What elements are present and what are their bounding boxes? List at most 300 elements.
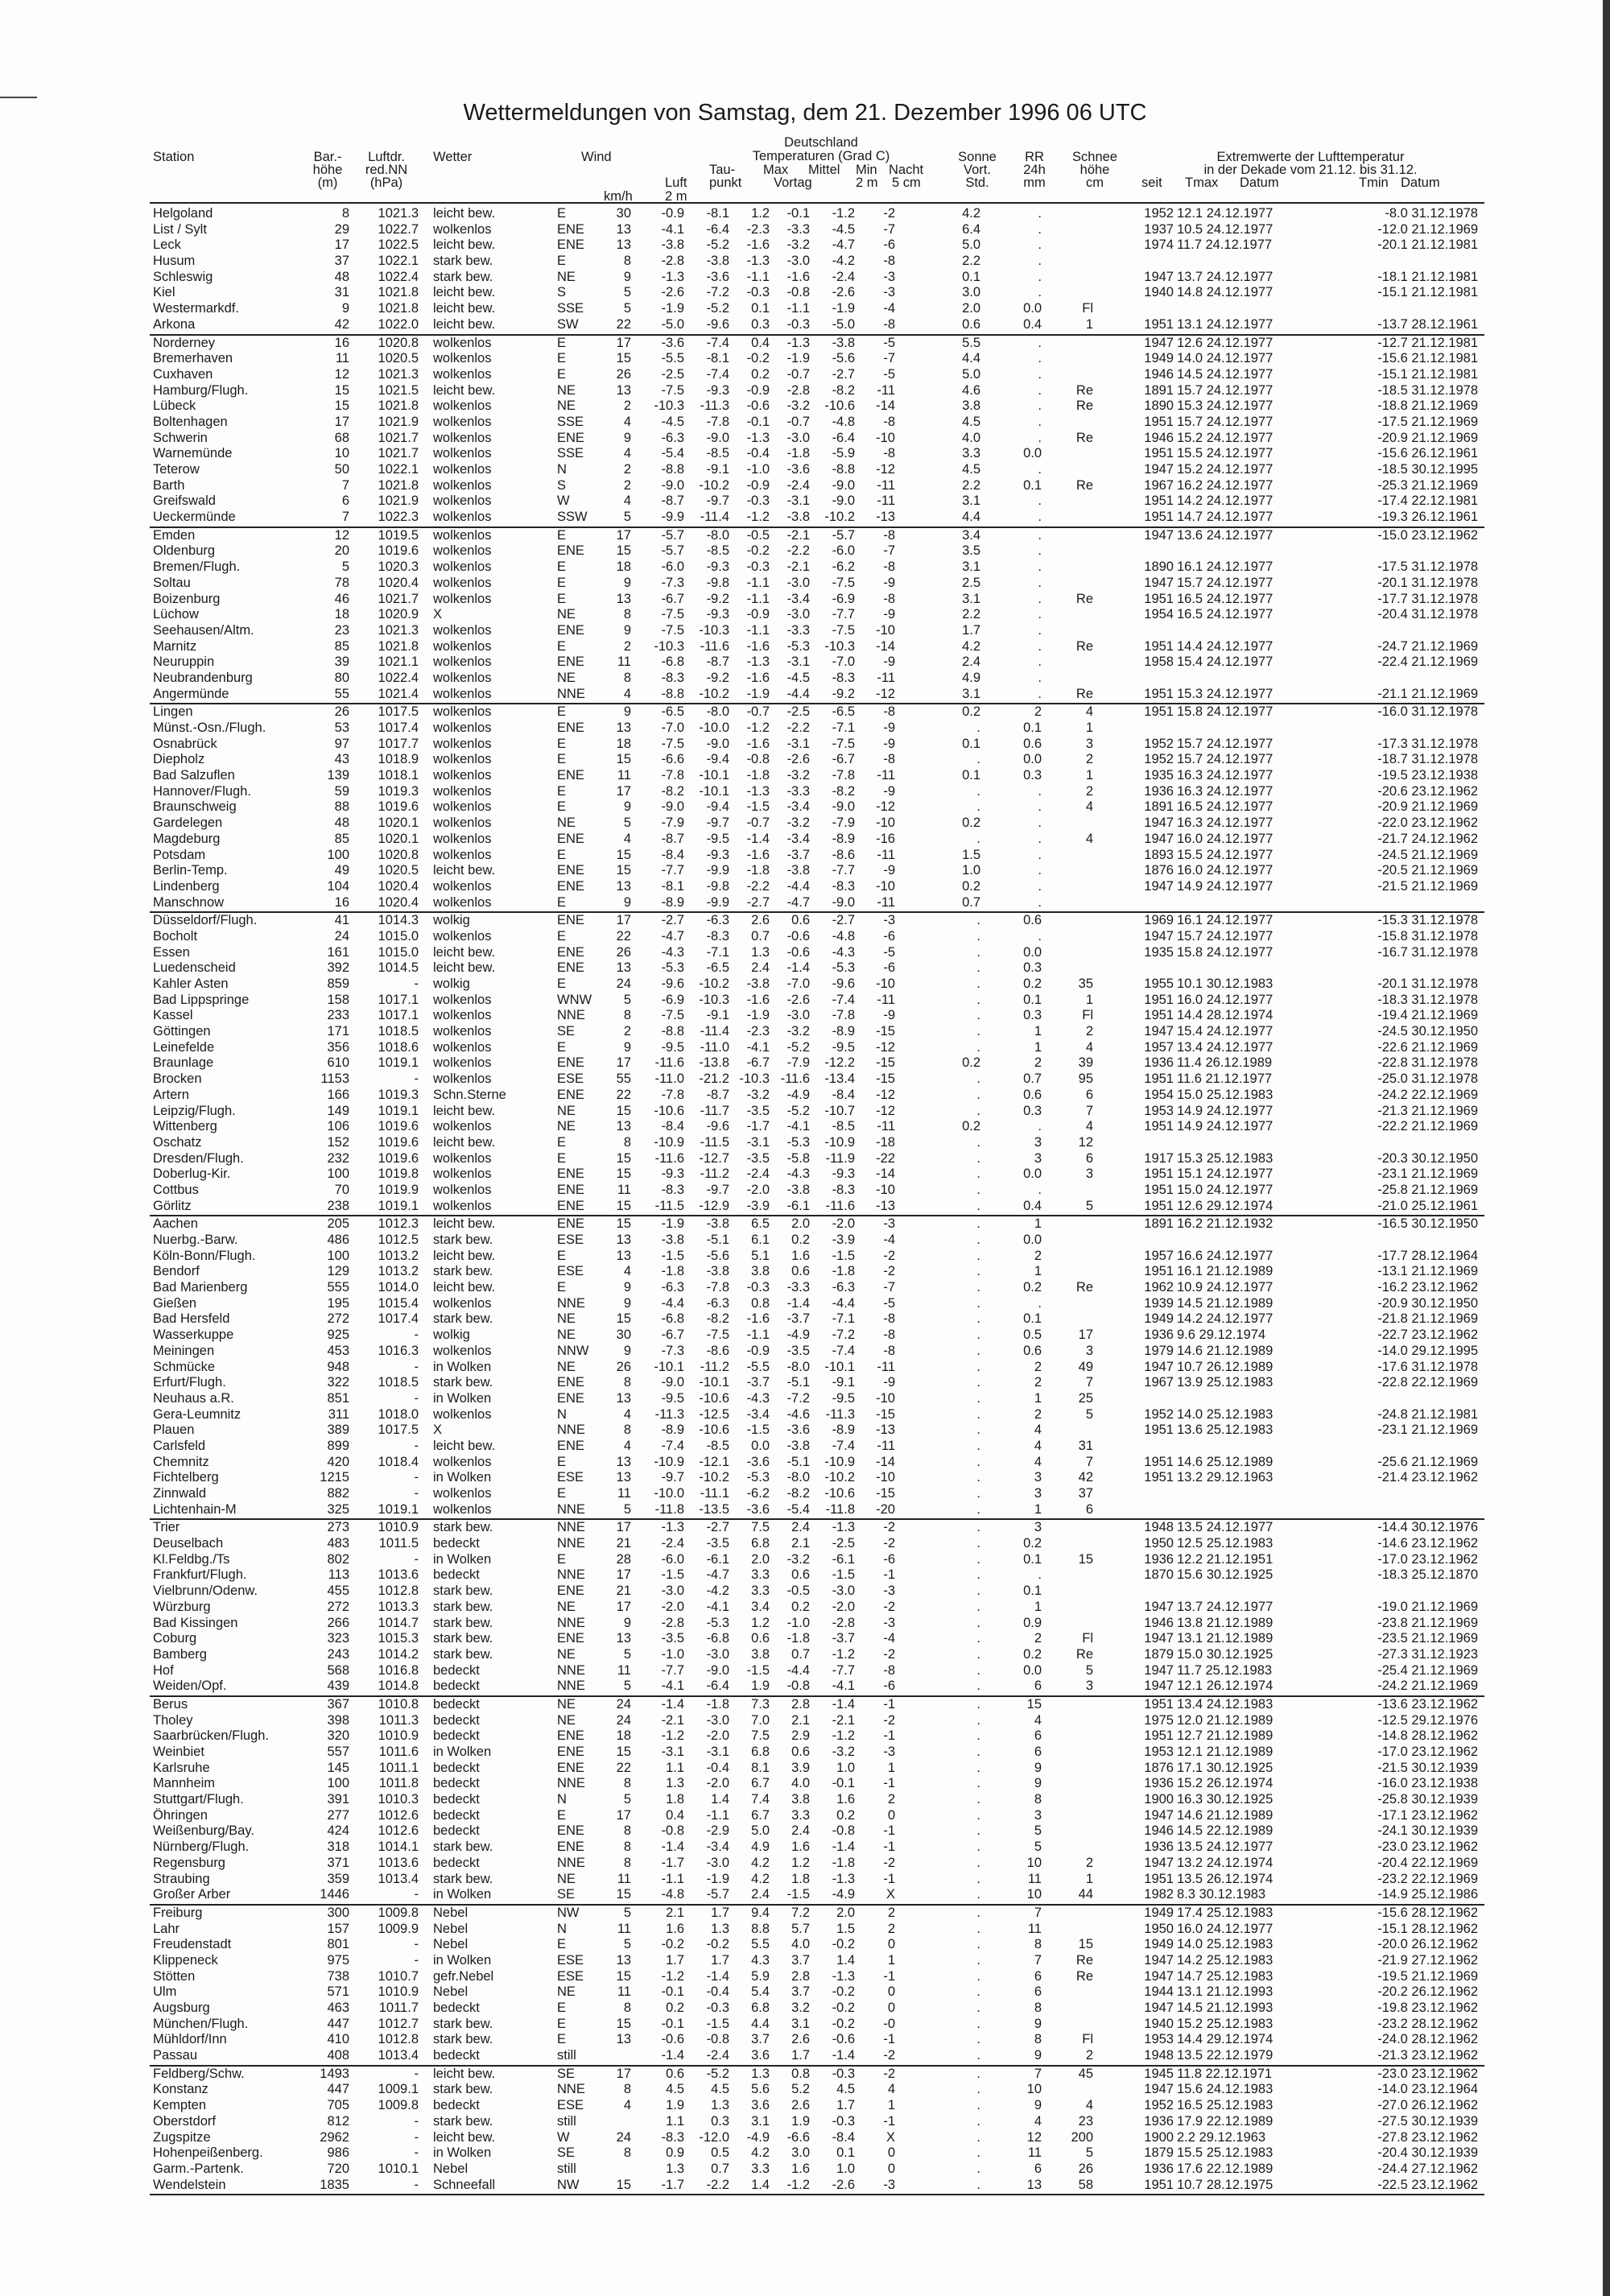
cell-taupunkt: -11.7 <box>700 1103 729 1118</box>
cell-min: -4.2 <box>832 254 855 269</box>
cell-barhoehe: 801 <box>327 1937 349 1952</box>
cell-rr: 0.0 <box>1023 446 1042 461</box>
cell-seit: 1951 <box>1144 686 1174 701</box>
cell-min: -0.8 <box>832 1823 855 1839</box>
cell-mittel: 1.6 <box>791 1840 810 1855</box>
cell-taupunkt: -10.0 <box>699 721 729 735</box>
cell-min: -1.4 <box>832 1840 855 1855</box>
cell-station: Gardelegen <box>153 816 223 831</box>
cell-wind-dir: SE <box>557 1024 576 1039</box>
cell-station: Bendorf <box>153 1264 200 1279</box>
cell-station: Magdeburg <box>153 831 221 846</box>
cell-station: Mühldorf/Inn <box>153 2032 227 2047</box>
cell-station: Plauen <box>153 1423 195 1438</box>
cell-wetter: stark bew. <box>433 1871 493 1886</box>
cell-schnee: 1 <box>1085 721 1093 735</box>
cell-wind-speed: 5 <box>623 992 631 1007</box>
cell-wetter: Nebel <box>433 1937 469 1952</box>
cell-sonne: . <box>976 1662 980 1678</box>
cell-station: Lingen <box>153 704 193 720</box>
cell-luft: -9.6 <box>661 977 684 991</box>
cell-seit: 1951 <box>1144 1167 1174 1182</box>
cell-barhoehe: 43 <box>334 752 349 767</box>
cell-wetter: wolkig <box>433 1328 470 1343</box>
cell-tmin: -14.4 30.12.1976 <box>1377 1520 1478 1535</box>
cell-station: Stötten <box>153 1968 196 1984</box>
cell-wind-dir: NE <box>557 382 576 398</box>
table-row <box>150 1663 1484 1679</box>
cell-luftdruck: 1021.3 <box>378 206 419 221</box>
cell-luftdruck: 1009.9 <box>378 1921 419 1936</box>
cell-mittel: -5.2 <box>786 1103 810 1118</box>
cell-wind-speed: 11 <box>617 1921 631 1936</box>
cell-rr: 1 <box>1034 1501 1042 1517</box>
cell-luft: 1.3 <box>666 1776 684 1791</box>
cell-rr: . <box>1038 1182 1042 1197</box>
cell-nacht: -12 <box>876 1103 895 1118</box>
cell-rr: 0.6 <box>1023 736 1042 751</box>
cell-barhoehe: 272 <box>327 1311 349 1327</box>
cell-seit: 1967 <box>1144 1375 1174 1390</box>
cell-rr: 3 <box>1034 1470 1042 1485</box>
cell-taupunkt: -7.5 <box>706 1328 729 1343</box>
cell-wind-dir: ENE <box>557 1375 584 1390</box>
cell-wind-speed: 9 <box>623 622 631 638</box>
cell-station: Bad Marienberg <box>153 1280 248 1295</box>
cell-wetter: wolkenlos <box>433 560 492 575</box>
cell-taupunkt: -8.1 <box>706 206 729 221</box>
cell-barhoehe: 323 <box>327 1631 349 1646</box>
cell-luft: -2.5 <box>661 366 684 382</box>
cell-wind-speed: 17 <box>616 1807 631 1823</box>
cell-sonne: 3.1 <box>962 686 980 701</box>
cell-tmin: -23.0 23.12.1962 <box>1377 1840 1478 1855</box>
cell-rr: . <box>1038 928 1042 944</box>
cell-rr: . <box>1038 414 1042 429</box>
cell-luftdruck: 1018.9 <box>378 752 419 767</box>
cell-tmax: 13.7 24.12.1977 <box>1177 1599 1274 1614</box>
cell-station: Oschatz <box>153 1134 202 1150</box>
cell-tmin: -25.4 21.12.1969 <box>1377 1662 1478 1678</box>
cell-luft: -1.3 <box>661 1520 684 1535</box>
cell-nacht: 2 <box>887 1921 895 1936</box>
cell-max: 4.4 <box>751 2016 770 2031</box>
cell-min: -6.3 <box>832 1280 855 1295</box>
cell-luft: -9.7 <box>661 1470 684 1485</box>
cell-wind-dir: E <box>557 783 567 799</box>
cell-taupunkt: -4.1 <box>706 1599 729 1614</box>
cell-wind-speed: 13 <box>616 2032 631 2047</box>
cell-mittel: 3.7 <box>791 1984 810 2000</box>
cell-tmin: -21.3 21.12.1969 <box>1377 1103 1478 1118</box>
cell-sonne: . <box>976 2001 980 2015</box>
cell-luftdruck: 1021.7 <box>378 446 419 461</box>
cell-luftdruck: 1021.8 <box>378 398 419 414</box>
cell-nacht: -14 <box>876 1167 895 1182</box>
cell-wind-speed: 18 <box>616 736 631 751</box>
cell-wind-speed: 17 <box>616 1520 631 1535</box>
cell-taupunkt: -3.8 <box>706 254 729 269</box>
cell-wind-dir: E <box>557 560 567 575</box>
cell-rr: . <box>1038 607 1042 622</box>
cell-luftdruck: 1019.6 <box>378 543 419 559</box>
cell-luftdruck: 1020.8 <box>378 847 419 862</box>
cell-min: -7.1 <box>832 1311 855 1327</box>
cell-wind-speed: 8 <box>623 1008 631 1023</box>
cell-min: -1.3 <box>832 1520 855 1535</box>
cell-nacht: -14 <box>876 638 895 654</box>
cell-rr: 9 <box>1034 2048 1042 2063</box>
cell-taupunkt: -9.4 <box>706 799 729 815</box>
cell-tmax: 2.2 29.12.1963 <box>1177 2129 1266 2145</box>
cell-station: Leinefelde <box>153 1039 215 1055</box>
cell-tmax: 13.6 24.12.1977 <box>1177 527 1274 543</box>
cell-taupunkt: -6.1 <box>706 1551 729 1567</box>
cell-taupunkt: -9.8 <box>706 878 729 894</box>
cell-rr: 0.4 <box>1023 1198 1042 1213</box>
cell-wind-dir: ESE <box>557 1072 584 1087</box>
cell-wetter: leicht bew. <box>433 960 496 976</box>
cell-luftdruck: - <box>414 2113 419 2129</box>
station-group <box>150 528 1484 705</box>
cell-schnee: 3 <box>1085 1343 1093 1358</box>
cell-wind-speed: 15 <box>616 847 631 862</box>
cell-wind-dir: NW <box>557 2177 580 2192</box>
cell-min: -7.2 <box>832 1328 855 1343</box>
table-row <box>150 543 1484 560</box>
cell-min: -9.0 <box>832 477 855 493</box>
cell-nacht: -5 <box>883 1295 895 1311</box>
cell-seit: 1951 <box>1144 1072 1174 1087</box>
cell-seit: 1946 <box>1144 430 1174 445</box>
cell-max: -1.6 <box>746 670 770 685</box>
cell-schnee: 58 <box>1078 2177 1093 2192</box>
cell-taupunkt: -6.3 <box>706 1295 729 1311</box>
cell-rr: 13 <box>1026 2177 1042 2192</box>
cell-sonne: . <box>976 1745 980 1759</box>
cell-luft: -9.3 <box>661 1167 684 1182</box>
cell-wind-speed: 22 <box>616 928 631 944</box>
cell-rr: 12 <box>1026 2129 1042 2145</box>
cell-mittel: -8.0 <box>786 1359 810 1374</box>
cell-sonne: . <box>976 1905 980 1920</box>
cell-barhoehe: 420 <box>327 1454 349 1469</box>
cell-taupunkt: -12.9 <box>699 1198 729 1213</box>
cell-station: Neuhaus a.R. <box>153 1390 234 1406</box>
cell-station: Kassel <box>153 1008 193 1023</box>
cell-barhoehe: 1493 <box>320 2066 349 2081</box>
cell-tmax: 12.6 29.12.1974 <box>1177 1198 1274 1213</box>
cell-luft: -7.5 <box>661 736 684 751</box>
cell-sonne: 3.1 <box>962 560 980 575</box>
table-row <box>150 2048 1484 2064</box>
cell-rr: 11 <box>1027 1871 1042 1886</box>
cell-min: -5.0 <box>832 316 855 332</box>
cell-wetter: bedeckt <box>433 1855 480 1870</box>
cell-mittel: -3.2 <box>786 1024 810 1039</box>
cell-wind-dir: E <box>557 254 567 269</box>
cell-tmin: -15.1 28.12.1962 <box>1377 1921 1478 1936</box>
cell-seit: 1952 <box>1144 1406 1174 1422</box>
cell-min: -8.9 <box>832 1423 855 1438</box>
cell-taupunkt: -0.3 <box>706 2001 729 2015</box>
cell-nacht: 1 <box>887 1952 895 1968</box>
cell-barhoehe: 318 <box>327 1840 349 1855</box>
cell-wind-dir: NNE <box>557 1501 585 1517</box>
cell-station: Vielbrunn/Odenw. <box>153 1584 258 1599</box>
cell-tmin: -23.1 21.12.1969 <box>1377 1167 1478 1182</box>
cell-nacht: -12 <box>876 686 895 701</box>
cell-luft: -11.6 <box>654 1055 684 1071</box>
cell-station: Schleswig <box>153 269 213 284</box>
table-row <box>150 2001 1484 2017</box>
cell-max: -1.6 <box>746 847 770 862</box>
cell-rr: 8 <box>1034 2032 1042 2047</box>
cell-barhoehe: 104 <box>327 878 349 894</box>
cell-sonne: 4.9 <box>962 670 980 685</box>
cell-station: Augsburg <box>153 2001 210 2015</box>
cell-luft: -7.0 <box>661 721 684 735</box>
cell-max: -1.5 <box>746 1662 770 1678</box>
cell-barhoehe: 439 <box>327 1679 349 1694</box>
cell-wind-dir: E <box>557 977 567 991</box>
cell-luftdruck: 1018.4 <box>378 1454 419 1469</box>
cell-rr: 9 <box>1034 2016 1042 2031</box>
cell-tmax: 14.4 28.12.1974 <box>1177 1008 1274 1023</box>
cell-barhoehe: 29 <box>334 221 349 237</box>
cell-luft: -7.4 <box>661 1438 684 1453</box>
cell-mittel: -2.4 <box>786 477 810 493</box>
cell-max: 6.5 <box>751 1216 770 1232</box>
cell-seit: 1954 <box>1144 1087 1174 1102</box>
cell-max: 0.0 <box>751 1438 770 1453</box>
header-bar-3: (m) <box>317 176 338 190</box>
cell-mittel: -5.2 <box>786 1039 810 1055</box>
table-row <box>150 1008 1484 1024</box>
cell-sonne: . <box>976 1696 980 1712</box>
cell-barhoehe: 113 <box>328 1567 349 1583</box>
cell-barhoehe: 145 <box>327 1760 349 1775</box>
cell-tmin: -19.8 23.12.1962 <box>1377 2001 1478 2015</box>
cell-wind-dir: NNE <box>557 1855 585 1870</box>
cell-tmax: 16.3 24.12.1977 <box>1177 783 1274 799</box>
cell-wind-speed: 11 <box>617 1984 631 2000</box>
cell-station: Helgoland <box>153 206 213 221</box>
cell-wetter: Nebel <box>433 2161 469 2176</box>
cell-nacht: -2 <box>883 1646 895 1662</box>
cell-mittel: -4.7 <box>786 894 810 910</box>
cell-sonne: . <box>976 2129 980 2145</box>
cell-wetter: wolkenlos <box>433 477 492 493</box>
cell-taupunkt: -7.4 <box>706 335 729 350</box>
table-row <box>150 592 1484 608</box>
cell-luftdruck: 1010.7 <box>378 1968 419 1984</box>
cell-max: -4.9 <box>746 2129 770 2145</box>
cell-barhoehe: 738 <box>327 1968 349 1984</box>
cell-wind-speed: 15 <box>616 1216 631 1232</box>
cell-seit: 1939 <box>1144 1295 1174 1311</box>
cell-sonne: . <box>976 2113 980 2129</box>
table-row <box>150 977 1484 993</box>
cell-seit: 1936 <box>1144 1055 1174 1071</box>
cell-luft: -8.8 <box>661 462 684 477</box>
cell-wetter: wolkenlos <box>433 894 492 910</box>
cell-wetter: bedeckt <box>433 1679 480 1694</box>
cell-schnee: 5 <box>1085 1406 1093 1422</box>
cell-barhoehe: 5 <box>341 560 349 575</box>
table-row <box>150 1872 1484 1888</box>
cell-tmin: -23.2 28.12.1962 <box>1377 2016 1478 2031</box>
cell-tmax: 14.9 24.12.1977 <box>1177 878 1274 894</box>
cell-barhoehe: 571 <box>327 1984 349 2000</box>
cell-tmax: 16.5 25.12.1983 <box>1177 2098 1274 2113</box>
cell-taupunkt: -11.2 <box>700 1359 729 1374</box>
table-row <box>150 960 1484 977</box>
cell-nacht: -10 <box>876 878 895 894</box>
cell-tmax: 12.0 21.12.1989 <box>1177 1712 1274 1728</box>
cell-barhoehe: 149 <box>327 1103 349 1118</box>
cell-taupunkt: -10.2 <box>699 1470 729 1485</box>
cell-rr: 0.1 <box>1023 1551 1042 1567</box>
cell-tmin: -20.4 22.12.1969 <box>1377 1855 1478 1870</box>
cell-seit: 1951 <box>1144 1728 1174 1744</box>
cell-taupunkt: -10.2 <box>699 477 729 493</box>
cell-wind-speed: 2 <box>623 462 631 477</box>
cell-min: -7.8 <box>832 768 855 783</box>
cell-seit: 1870 <box>1144 1567 1174 1583</box>
cell-station: Boltenhagen <box>153 414 228 429</box>
cell-tmin: -22.8 22.12.1969 <box>1377 1375 1478 1390</box>
cell-min: 1.5 <box>836 1921 855 1936</box>
cell-rr: 3 <box>1034 1807 1042 1823</box>
cell-wind-dir: ENE <box>557 622 584 638</box>
cell-tmax: 13.7 24.12.1977 <box>1177 269 1274 284</box>
cell-tmax: 15.5 24.12.1977 <box>1177 847 1274 862</box>
cell-wetter: stark bew. <box>433 1311 493 1327</box>
cell-wind-dir: NE <box>557 1646 576 1662</box>
cell-nacht: -2 <box>883 1712 895 1728</box>
cell-tmin: -25.0 31.12.1978 <box>1377 1072 1478 1087</box>
cell-taupunkt: -11.2 <box>700 1167 729 1182</box>
cell-schnee: 4 <box>1085 831 1093 846</box>
header-station: Station <box>153 150 195 164</box>
cell-max: -1.3 <box>746 254 770 269</box>
cell-luftdruck: 1017.4 <box>378 721 419 735</box>
cell-schnee: Re <box>1075 398 1093 414</box>
cell-luftdruck: 1012.8 <box>378 2032 419 2047</box>
cell-luftdruck: 1013.3 <box>378 1599 419 1614</box>
cell-tmin: -20.1 31.12.1978 <box>1377 575 1478 590</box>
cell-tmin: -21.9 27.12.1962 <box>1377 1952 1478 1968</box>
cell-min: -8.3 <box>832 878 855 894</box>
cell-rr: 0.6 <box>1023 1343 1042 1358</box>
cell-mittel: -0.8 <box>786 1679 810 1694</box>
cell-barhoehe: 48 <box>334 816 349 831</box>
cell-taupunkt: -2.0 <box>706 1728 729 1744</box>
table-row <box>150 1183 1484 1199</box>
cell-wind-dir: SSE <box>557 446 584 461</box>
cell-rr: 8 <box>1034 2001 1042 2015</box>
table-row <box>150 1311 1484 1328</box>
cell-max: -1.5 <box>746 1423 770 1438</box>
cell-station: Bad Lippspringe <box>153 992 250 1007</box>
cell-luft: -1.0 <box>661 1646 684 1662</box>
cell-max: -1.3 <box>746 783 770 799</box>
header-schnee: Schnee <box>1072 150 1117 164</box>
header-extremwerte: Extremwerte der Lufttemperatur <box>1216 150 1405 164</box>
cell-luftdruck: 1013.4 <box>378 1871 419 1886</box>
table-row <box>150 576 1484 592</box>
cell-wetter: wolkenlos <box>433 527 492 543</box>
cell-barhoehe: 100 <box>327 1776 349 1791</box>
cell-luftdruck: 1020.9 <box>378 607 419 622</box>
table-row <box>150 1249 1484 1265</box>
cell-seit: 1982 <box>1144 1887 1174 1902</box>
cell-sonne: . <box>976 1328 980 1343</box>
cell-mittel: 3.8 <box>791 1792 810 1807</box>
cell-luftdruck: 1012.3 <box>378 1216 419 1232</box>
cell-station: Trier <box>153 1520 180 1535</box>
cell-max: -1.5 <box>746 799 770 815</box>
cell-tmax: 14.6 21.12.1989 <box>1177 1343 1274 1358</box>
cell-max: 7.3 <box>751 1696 770 1712</box>
cell-sonne: . <box>976 1501 980 1517</box>
cell-wetter: X <box>433 607 443 622</box>
cell-schnee: 6 <box>1085 1501 1093 1517</box>
cell-luftdruck: 1014.5 <box>378 960 419 976</box>
cell-min: -6.2 <box>832 560 855 575</box>
cell-tmax: 15.2 24.12.1977 <box>1177 430 1274 445</box>
cell-luft: -6.6 <box>661 752 684 767</box>
cell-min: -4.7 <box>832 237 855 253</box>
cell-barhoehe: 85 <box>334 831 349 846</box>
cell-wetter: leicht bew. <box>433 316 496 332</box>
cell-nacht: -11 <box>877 768 895 783</box>
cell-nacht: -2 <box>883 1520 895 1535</box>
cell-seit: 1947 <box>1144 831 1174 846</box>
cell-tmin: -16.7 31.12.1978 <box>1377 944 1478 960</box>
cell-min: -10.7 <box>824 1103 855 1118</box>
cell-tmax: 15.3 25.12.1983 <box>1177 1150 1274 1166</box>
table-row <box>150 913 1484 929</box>
cell-wind-speed: 17 <box>616 527 631 543</box>
cell-luftdruck: 1019.3 <box>378 1087 419 1102</box>
cell-wind-speed: 8 <box>623 670 631 685</box>
cell-mittel: -3.0 <box>786 607 810 622</box>
cell-seit: 1951 <box>1144 2177 1174 2192</box>
cell-barhoehe: 359 <box>327 1871 349 1886</box>
cell-luftdruck: 1018.5 <box>378 1024 419 1039</box>
cell-nacht: -8 <box>883 591 895 606</box>
cell-wetter: wolkenlos <box>433 799 492 815</box>
header-deutschland: Deutschland <box>784 135 858 150</box>
cell-mittel: 0.6 <box>791 1745 810 1759</box>
cell-tmax: 16.6 24.12.1977 <box>1177 1248 1274 1263</box>
cell-seit: 1947 <box>1144 816 1174 831</box>
cell-wind-speed: 8 <box>623 607 631 622</box>
cell-max: -1.1 <box>746 575 770 590</box>
cell-sonne: 0.6 <box>962 316 980 332</box>
table-row <box>150 1216 1484 1233</box>
cell-wind-dir: E <box>557 575 567 590</box>
cell-rr: 5 <box>1034 1823 1042 1839</box>
cell-wetter: in Wolken <box>433 1887 492 1902</box>
cell-seit: 1947 <box>1144 575 1174 590</box>
cell-max: -3.9 <box>746 1198 770 1213</box>
cell-max: 5.5 <box>751 1937 770 1952</box>
cell-taupunkt: -7.8 <box>706 1280 729 1295</box>
cell-wetter: stark bew. <box>433 269 493 284</box>
